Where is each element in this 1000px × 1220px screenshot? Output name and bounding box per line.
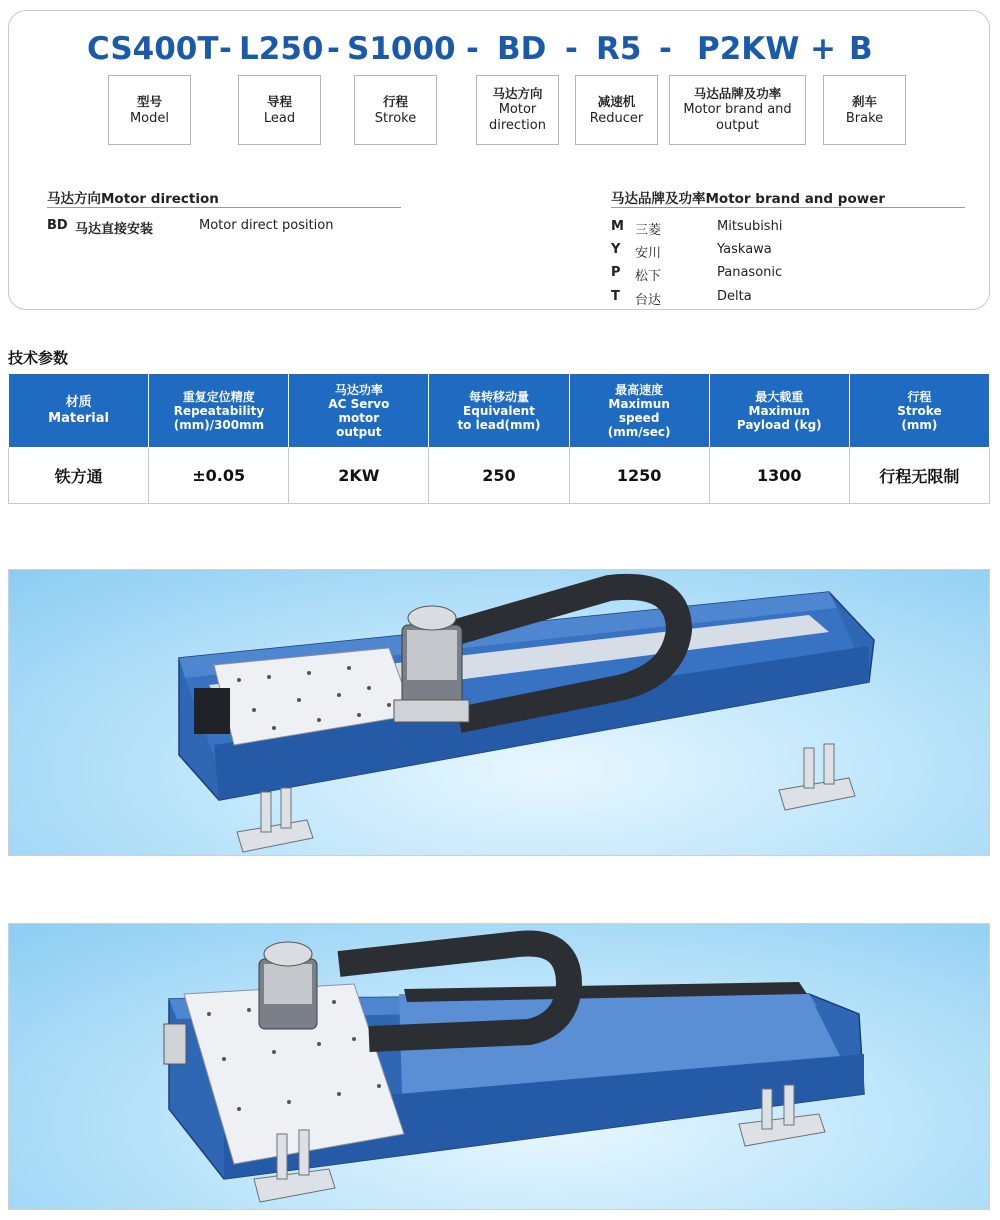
label-stroke: 行程 Stroke: [354, 75, 437, 145]
cell-stroke: 行程无限制: [849, 448, 989, 504]
code-direction: BD: [497, 31, 547, 67]
code-lead: L250: [239, 31, 324, 67]
model-code-panel: [8, 10, 990, 310]
code-model: CS400T: [87, 31, 219, 67]
cell-material: 铁方通: [9, 448, 149, 504]
header-max-speed: 最高速度 Maximun speed (mm/sec): [569, 374, 709, 448]
tech-params-table: [8, 373, 990, 504]
cell-motor-output: 2KW: [289, 448, 429, 504]
motor-direction-row: BD 马达直接安装 Motor direct position: [47, 218, 334, 237]
header-repeatability: 重复定位精度 Repeatability (mm)/300mm: [149, 374, 289, 448]
code-plus: +: [810, 31, 836, 67]
linear-module-render-icon: [9, 570, 990, 856]
tech-params-heading: 技术参数: [8, 349, 69, 367]
model-code: [9, 31, 991, 75]
divider: [611, 207, 965, 208]
brand-row: T 台达 Delta: [611, 289, 752, 308]
label-lead: 导程 Lead: [238, 75, 321, 145]
code-stroke: S1000: [347, 31, 456, 67]
table-row: [9, 448, 990, 504]
code-brake: B: [849, 31, 873, 67]
table-header-row: [9, 374, 990, 448]
label-brake: 刹车 Brake: [823, 75, 906, 145]
label-motor-direction: 马达方向 Motor direction: [476, 75, 559, 145]
cell-max-speed: 1250: [569, 448, 709, 504]
cell-repeatability: ±0.05: [149, 448, 289, 504]
header-motor-output: 马达功率 AC Servo motor output: [289, 374, 429, 448]
label-model: 型号 Model: [108, 75, 191, 145]
code-sep: -: [659, 31, 672, 67]
brand-row: P 松下 Panasonic: [611, 265, 783, 284]
label-reducer: 减速机 Reducer: [575, 75, 658, 145]
header-max-payload: 最大载重 Maximun Payload (kg): [709, 374, 849, 448]
cell-max-payload: 1300: [709, 448, 849, 504]
label-motor-brand: 马达品牌及功率 Motor brand and output: [669, 75, 806, 145]
motor-brand-title: 马达品牌及功率Motor brand and power: [611, 191, 886, 207]
linear-module-render-icon: [9, 924, 990, 1210]
brand-row: M 三菱 Mitsubishi: [611, 219, 783, 238]
code-motor: P2KW: [697, 31, 800, 67]
code-sep: -: [565, 31, 578, 67]
code-sep: -: [466, 31, 479, 67]
code-sep: -: [327, 31, 340, 67]
divider: [47, 207, 401, 208]
product-image-1: [8, 569, 990, 856]
cell-lead: 250: [429, 448, 569, 504]
code-reducer: R5: [596, 31, 642, 67]
product-image-2: [8, 923, 990, 1210]
header-stroke: 行程 Stroke (mm): [849, 374, 989, 448]
header-material: 材质 Material: [9, 374, 149, 448]
code-sep: -: [219, 31, 232, 67]
header-lead: 每转移动量 Equivalent to lead(mm): [429, 374, 569, 448]
brand-row: Y 安川 Yaskawa: [611, 242, 772, 261]
motor-direction-title: 马达方向Motor direction: [47, 191, 219, 207]
